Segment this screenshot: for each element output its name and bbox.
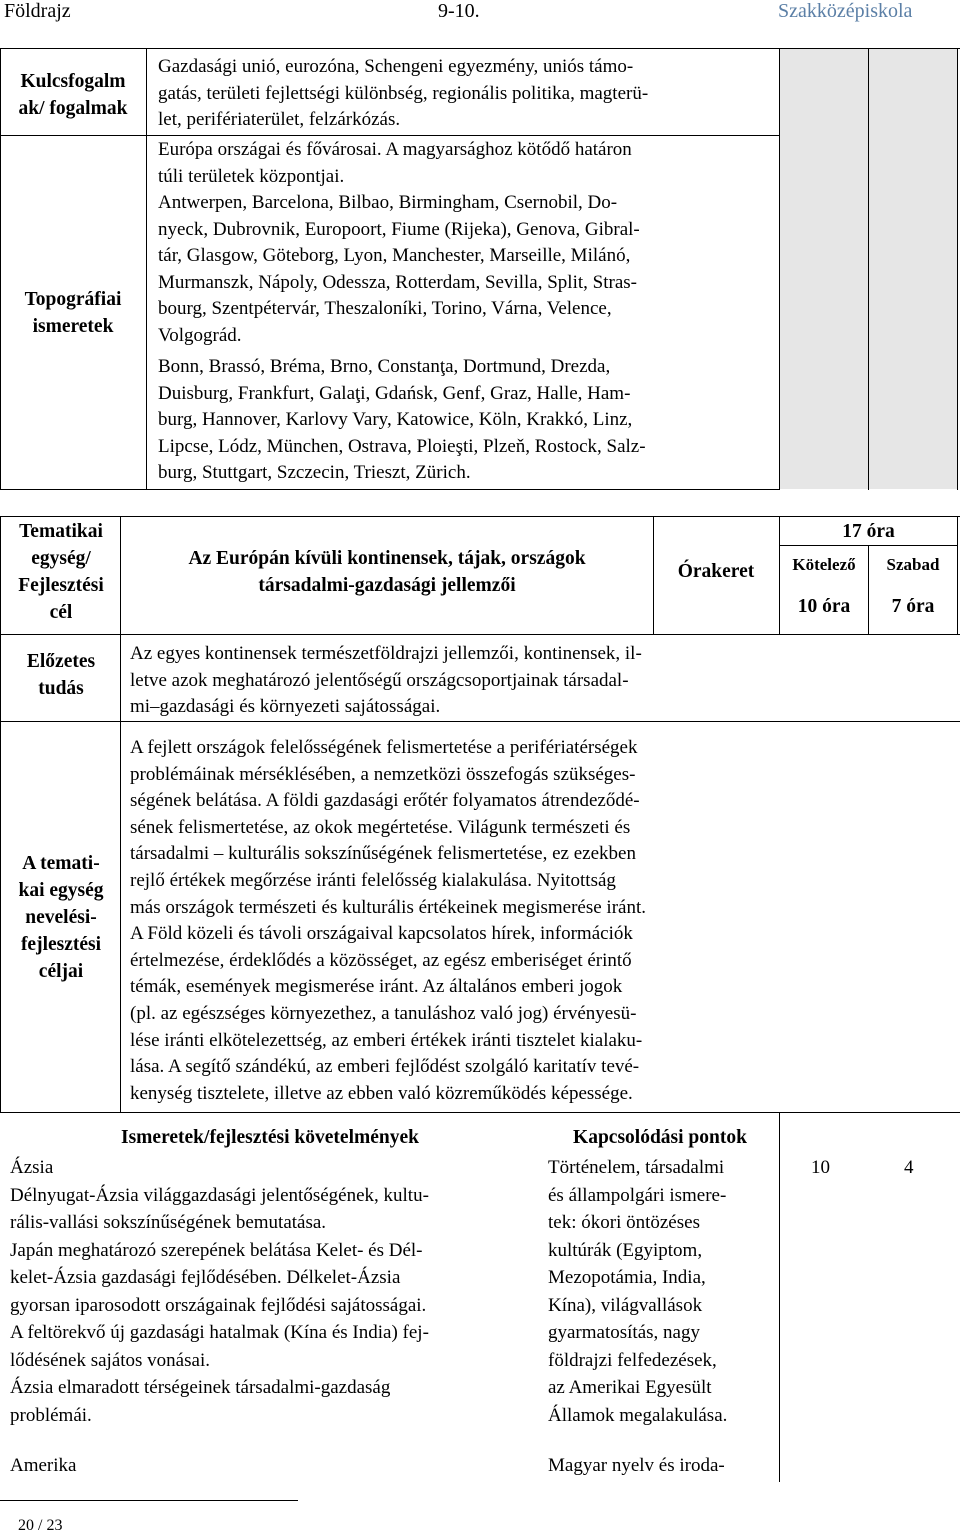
kulcsfogalmak-label: Kulcsfogalm ak/ fogalmak [18, 71, 128, 119]
topografiai-label: Topográfiai ismeretek [24, 289, 122, 337]
kotelezo-label: Kötelező [792, 555, 856, 574]
top-gray-col-2 [868, 49, 957, 489]
top-gray-col-1 [779, 49, 868, 489]
szabad-hours: 7 óra [891, 596, 935, 617]
total-hours: 17 óra [842, 521, 895, 542]
kulcsfogalmak-text: Gazdasági unió, eurozóna, Schengeni egyezmény, uniós támo- gatás, területi fejlettségi különbség, regionális politika, magterü- let, perifériaterület, felzárkózás. [158, 56, 649, 131]
tematikai-label: Tematikai egység/ Fejlesztési cél [18, 521, 104, 623]
elozetes-text: Az egyes kontinensek természetföldrajzi jellemzői, kontinensek, il- letve azok meghatározó jelentőségű országcsoportjainak társadal- mi–gazdasági és környezeti sajátosságai. [130, 643, 642, 718]
unit-title: Az Európán kívüli kontinensek, tájak, országok társadalmi-gazdasági jellemzői [188, 548, 586, 596]
kotelezo-hours: 10 óra [797, 596, 851, 617]
elozetes-label: Előzetes tudás [26, 651, 96, 699]
header-school: Szakközépiskola [778, 0, 913, 22]
ismeretek-header: Ismeretek/fejlesztési követelmények [121, 1127, 419, 1148]
kapcsolodasi-header: Kapcsolódási pontok [573, 1127, 747, 1148]
hours-kotelezo: 10 [811, 1157, 830, 1178]
hours-szabad: 4 [904, 1157, 914, 1178]
topografiai-text-2: Antwerpen, Barcelona, Bilbao, Birmingham, Csernobil, Do- nyeck, Dubrovnik, Europoort, Fiume (Rijeka), Genova, Gibral- tár, Glasgow, Göteborg, Lyon, Manchester, Marseille, Milánó, Murmanszk, Nápoly, Odessza, Rotterdam, Sevilla, Split, Stras- bourg, Szentpétervár, Theszaloníki, Torino, Várna, Velence, Volgográd. [158, 192, 640, 346]
celjai-text: A fejlett országok felelősségének felismertetése a perifériatérségek problémáinak mérséklésében, a nemzetközi összefogás szükséges- ségének belátása. A földi gazdasági erőtér folyamatos átrendeződé- sének felismertetése, az okok megértetése. Világunk természeti és társadalmi – kulturális sokszínűségének felismertetése, ez ezekben rejlő értékek megőrzése iránti felelősség kialakulása. Nyitottság más országok természeti és kulturális értékeinek megismerése iránt. A Föld közeli és távoli országaival kapcsolatos hírek, információk értelmezése, érdeklődés a közösséget, az egész emberiséget érintő témák, események megismerése iránt. Az általános emberi jogok (pl. az egészséges környezethez, a tanuláshoz való jog) érvényesü- lése iránti elkötelezettség, az emberi értékek iránti tisztelet kialaku- lása. A segítő szándékú, az emberi fejlődést szolgáló karitatív tevé- kenység tisztelete, illetve az ebben való közreműködés képessége. [130, 737, 646, 1104]
header-subject: Földrajz [4, 0, 71, 22]
topografiai-text-1: Európa országai és fővárosai. A magyarsághoz kötődő határon túli területek központjai. [158, 139, 632, 187]
page-number: 20 / 23 [18, 1517, 63, 1534]
orakeret-label: Órakeret [677, 561, 755, 582]
header-grade: 9-10. [438, 0, 480, 22]
szabad-label: Szabad [886, 555, 940, 574]
topografiai-text-3: Bonn, Brassó, Bréma, Brno, Constanţa, Dortmund, Drezda, Duisburg, Frankfurt, Galaţi, Gdańsk, Genf, Graz, Halle, Ham- burg, Hannover, Karlovy Vary, Katowice, Köln, Krakkó, Linz, Lipcse, Lódz, München, Ostrava, Ploieşti, Plzeň, Rostock, Salz- burg, Stuttgart, Szczecin, Trieszt, Zürich. [158, 356, 646, 484]
amerika-text: Amerika [10, 1455, 77, 1476]
ismeretek-text: Ázsia Délnyugat-Ázsia világgazdasági jelentőségének, kultu- rális-vallási sokszínűségének bemutatása. Japán meghatározó szerepének belátása Kelet- és Dél- kelet-Ázsia gazdasági fejlődésében. Délkelet-Ázsia gyorsan iparosodott országainak fejlődési sajátosságai. A feltörekvő új gazdasági hatalmak (Kína és India) fej- lődésének sajátos vonásai. Ázsia elmaradott térségeinek társadalmi-gazdaság problémái. [10, 1157, 429, 1426]
kapcsolodasi-text: Történelem, társadalmi és állampolgári ismere- tek: ókori öntözéses kultúrák (Egyiptom, Mezopotámia, India, Kína), világvallások gyarmatosítás, nagy földrajzi felfedezések, az Amerikai Egyesült Államok megalakulása. [548, 1157, 728, 1426]
magyar-text: Magyar nyelv és iroda- [548, 1455, 725, 1476]
celjai-label: A temati- kai egység nevelési- fejlesztési céljai [18, 853, 104, 982]
